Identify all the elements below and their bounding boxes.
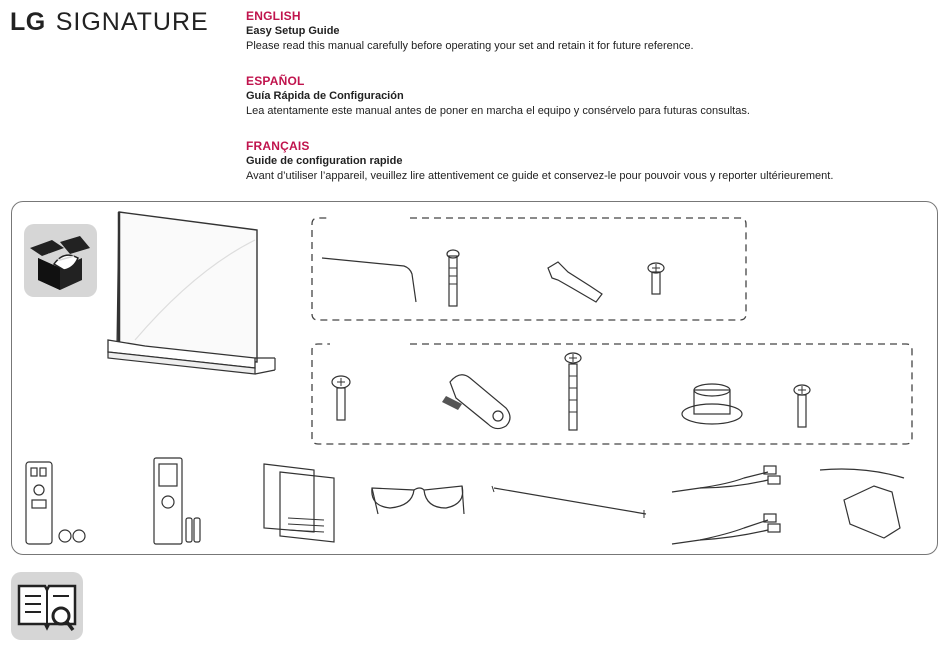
open-book-magnifier-icon	[11, 572, 83, 640]
screw-icon	[332, 376, 350, 420]
language-block-english	[246, 9, 936, 52]
open-box-icon	[24, 224, 97, 297]
manuals-icon	[264, 464, 334, 542]
long-bolt-icon	[447, 250, 459, 306]
language-block-french	[246, 139, 936, 182]
cable-holder-icon	[442, 375, 510, 429]
av-cable-icon	[672, 466, 780, 544]
language-block-spanish	[246, 74, 936, 117]
small-screw-icon	[648, 263, 664, 294]
3d-glasses-icon	[372, 486, 464, 514]
language-name: FRANÇAIS	[246, 139, 310, 153]
accessory-group-1	[310, 216, 750, 322]
cable-tie-icon	[820, 469, 904, 538]
guide-title: Guide de configuration rapide	[246, 155, 403, 167]
magic-remote-icon	[26, 462, 85, 544]
guide-title: Guía Rápida de Configuración	[246, 90, 404, 102]
guide-description: Avant d’utiliser l’appareil, veuillez lire attentivement ce guide et conservez-le pour pouvoir vous y reporter ultérieurement.	[246, 170, 834, 182]
language-name: ESPAÑOL	[246, 74, 305, 88]
language-name: ENGLISH	[246, 9, 301, 23]
allen-wrench-icon	[322, 258, 416, 302]
brand-lg: LG	[10, 8, 46, 36]
guide-description: Please read this manual carefully before operating your set and retain it for future reference.	[246, 40, 694, 52]
spacer-icon	[682, 384, 742, 424]
screw-icon	[794, 385, 810, 427]
long-screw-icon	[565, 353, 581, 430]
tv-illustration	[105, 210, 285, 380]
guide-description: Lea atentamente este manual antes de poner en marcha el equipo y consérvelo para futuras consultas.	[246, 105, 750, 117]
cable-guide-icon	[492, 486, 646, 518]
accessories-bottom-row	[24, 458, 914, 554]
accessory-group-2	[310, 342, 918, 448]
brand-logo	[10, 8, 209, 37]
bracket-icon	[548, 262, 602, 302]
brand-signature: SIGNATURE	[55, 8, 209, 36]
guide-title: Easy Setup Guide	[246, 25, 340, 37]
remote-control-icon	[154, 458, 200, 544]
